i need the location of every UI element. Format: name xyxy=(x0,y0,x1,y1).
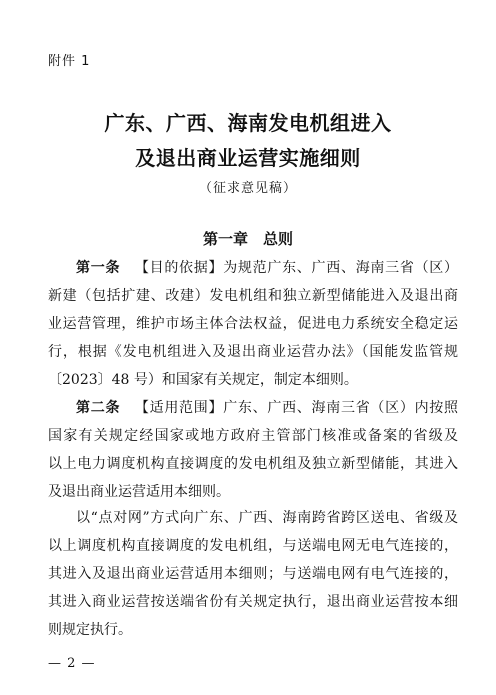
paragraph-3-line-3: 其进入及退出商业运营适用本细则；与送端电网有电气连接的， xyxy=(48,566,458,582)
article-2-line-4: 及退出商业运营适用本细则。 xyxy=(48,484,230,500)
article-1-heading: 第一条 xyxy=(76,260,121,276)
document-subtitle: （征求意见稿） xyxy=(198,181,297,196)
article-1-text-1: 【目的依据】为规范广东、广西、海南三省（区） xyxy=(134,260,459,276)
article-1-line-4: 行，根据《发电机组进入及退出商业运营办法》（国能发监管规 xyxy=(48,344,458,360)
article-2-line-1 xyxy=(76,398,458,418)
paragraph-3-line-2: 以上调度机构直接调度的发电机组，与送端电网无电气连接的， xyxy=(48,538,458,554)
document-title-line-2: 及退出商业运营实施细则 xyxy=(135,146,361,170)
page-number: — 2 — xyxy=(48,656,96,671)
article-2-heading: 第二条 xyxy=(76,400,121,416)
article-1-line-1 xyxy=(76,258,458,278)
chapter-heading: 第一章 总则 xyxy=(202,230,293,248)
paragraph-3-line-5: 则规定执行。 xyxy=(48,622,132,638)
article-2-line-3: 以上电力调度机构直接调度的发电机组及独立新型储能，其进入 xyxy=(48,456,458,472)
article-1-line-5: 〔2023〕48 号）和国家有关规定，制定本细则。 xyxy=(48,372,358,388)
article-1-line-3: 业运营管理，维护市场主体合法权益，促进电力系统安全稳定运 xyxy=(48,316,458,332)
paragraph-3-line-4: 其进入商业运营按送端省份有关规定执行，退出商业运营按本细 xyxy=(48,594,458,610)
article-2-text-1: 【适用范围】广东、广西、海南三省（区）内按照 xyxy=(134,400,459,416)
document-title-line-1: 广东、广西、海南发电机组进入 xyxy=(104,111,392,135)
article-1-line-2: 新建（包括扩建、改建）发电机组和独立新型储能进入及退出商 xyxy=(48,288,458,304)
article-2-line-2: 国家有关规定经国家或地方政府主管部门核准或备案的省级及 xyxy=(48,428,458,444)
attachment-label: 附件 1 xyxy=(48,54,91,69)
paragraph-3-line-1: 以“点对网”方式向广东、广西、海南跨省跨区送电、省级及 xyxy=(76,510,458,526)
